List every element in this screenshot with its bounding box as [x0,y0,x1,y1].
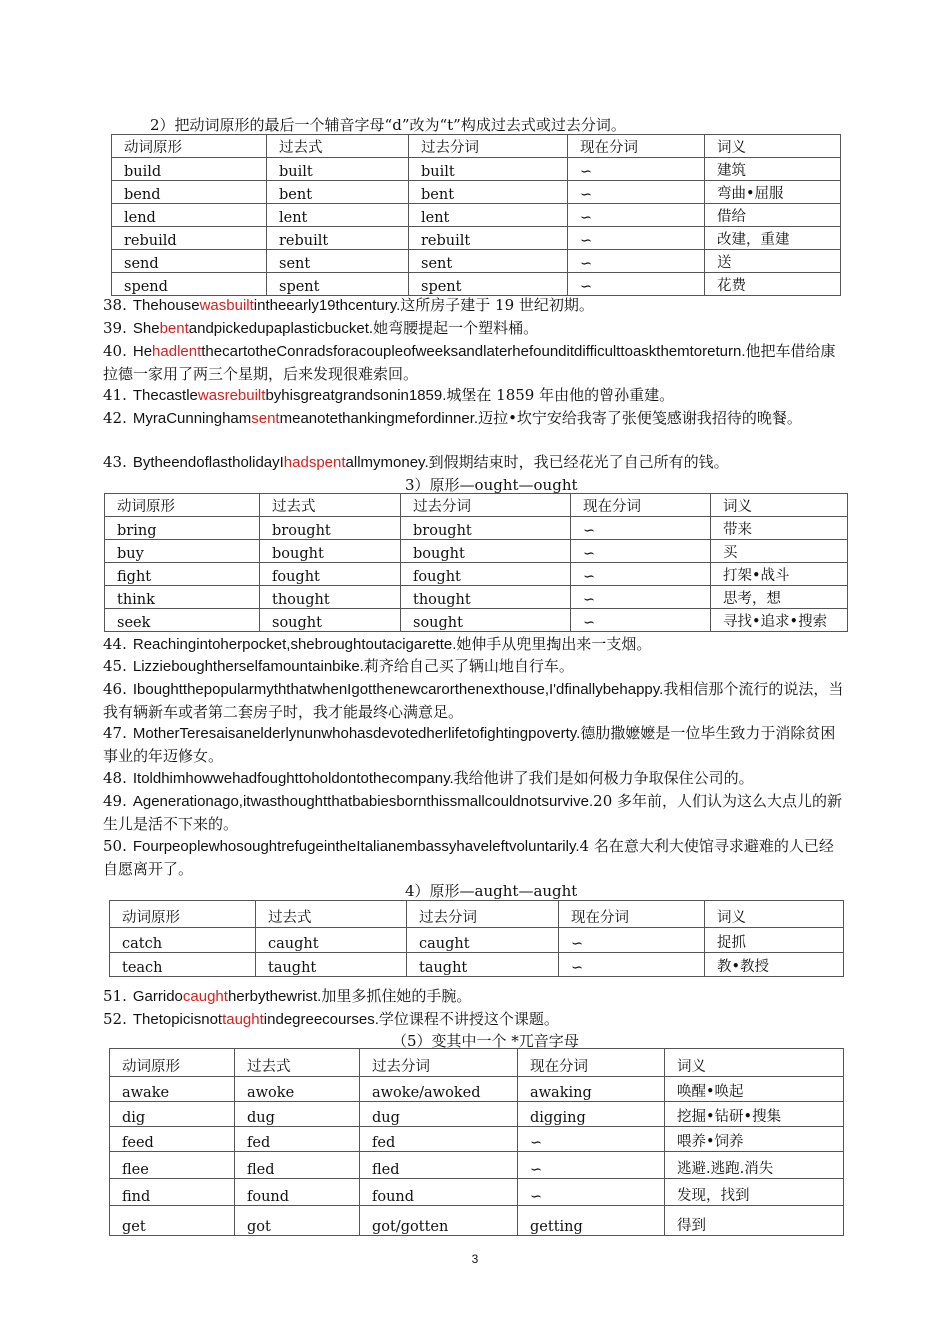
table-cell: get [110,1206,235,1236]
sentence-num: 47. [103,724,127,742]
table-row [112,204,841,227]
table-cell: caught [407,928,559,953]
sentence-cn: 学位课程不讲授这个课题。 [378,1010,559,1028]
sentence-cn: 迈拉•坎宁安给我寄了张便笺感谢我招待的晚餐。 [478,409,802,427]
sentence-num: 39. [103,319,127,337]
table-cell: found [235,1179,360,1206]
sentence-num: 51. [103,987,127,1005]
table-row [110,928,844,953]
table-cell: ∽ [568,250,705,273]
sentence-num: 49. [103,792,127,810]
verb-table-aught [109,900,844,977]
example-sentence [103,678,848,723]
sentence-pre: Reachingintoherpocket,shebroughtoutacigarette. [132,636,457,653]
sentence-cn: 这所房子建于 19 世纪初期。 [400,296,594,314]
sentence-post: meanotethankingmefordinner. [279,410,479,427]
table-cell: brought [401,517,571,540]
table-cell: fled [360,1152,518,1179]
sentence-cn: 莉齐给自己买了辆山地自行车。 [363,657,574,675]
sentence-num: 38. [103,296,127,314]
sentence-hl: hadlent [152,343,202,360]
table-cell: sought [260,609,401,632]
verb-table-ought [104,493,848,632]
table-cell: rebuilt [409,227,568,250]
sentence-cn: 城堡在 1859 年由他的曾孙重建。 [446,386,675,404]
table-cell: dug [360,1102,518,1127]
sentence-pre: Agenerationago,itwasthoughtthatbabiesbornthissmallcouldnotsurvive. [132,793,594,810]
table-cell: 送 [705,250,841,273]
sentence-pre: BytheendoflastholidayI [132,454,284,471]
table-cell: buy [105,540,260,563]
table-cell: got/gotten [360,1206,518,1236]
sentence-num: 40. [103,342,127,360]
table-row [105,540,848,563]
table-cell: caught [256,928,407,953]
table-cell: rebuilt [267,227,409,250]
table-cell: 弯曲•屈服 [705,181,841,204]
example-sentence [103,407,848,430]
table-cell: lent [267,204,409,227]
sentence-cn: 他把车借给康拉德一家用了两三个星期，后来发现很难索回。 [103,342,836,383]
table-row [105,586,848,609]
sentence-pre: IboughtthepopularmyththatwhenIgotthenewcarorthenexthouse,I'dfinallybehappy. [132,681,664,698]
table-row [112,250,841,273]
table-cell: taught [407,953,559,977]
sentence-cn: 她伸手从兜里掏出来一支烟。 [456,635,652,653]
table-cell: 逃避.逃跑.消失 [665,1152,844,1179]
sentence-pre: FourpeoplewhosoughtrefugeintheItalianembassyhaveleftvoluntarily. [132,838,580,855]
table-cell: 带来 [711,517,848,540]
table-cell: 现在分词 [518,1049,665,1077]
table-cell: 动词原形 [110,901,256,928]
table-cell: ∽ [571,609,711,632]
table-cell: fight [105,563,260,586]
example-sentence [103,384,848,407]
table-cell: spend [112,273,267,296]
table-cell: 过去式 [260,494,401,517]
table-cell: bent [267,181,409,204]
table-cell: flee [110,1152,235,1179]
table-cell: seek [105,609,260,632]
sentence-num: 41. [103,386,127,404]
table-cell: ∽ [571,517,711,540]
table-cell: 唤醒•唤起 [665,1077,844,1102]
table-cell: ∽ [518,1179,665,1206]
page-number: 3 [471,1252,479,1266]
sentence-post: andpickedupaplasticbucket. [188,320,374,337]
table-cell: awaking [518,1077,665,1102]
table-cell: ∽ [559,928,705,953]
table-cell: awake [110,1077,235,1102]
verb-table-d-to-t [111,134,841,296]
sentence-post: byhisgreatgrandsonin1859. [265,387,447,404]
table-cell: 现在分词 [559,901,705,928]
table-cell: ∽ [568,181,705,204]
table-cell: 打架•战斗 [711,563,848,586]
table-cell: 得到 [665,1206,844,1236]
table-header-row [110,901,844,928]
table-cell: lent [409,204,568,227]
verb-table-vowel-change [109,1048,844,1236]
sentence-pre: MotherTeresaisanelderlynunwhohasdevotedherlifetofightingpoverty. [132,725,581,742]
section-2-heading: 2）把动词原形的最后一个辅音字母“d”改为“t”构成过去式或过去分词。 [150,116,626,134]
sentence-hl: wasbuilt [199,297,254,314]
sentence-num: 46. [103,680,127,698]
table-cell: 过去分词 [401,494,571,517]
table-cell: 捉抓 [705,928,844,953]
table-cell: ∽ [568,273,705,296]
example-sentence [103,722,848,767]
table-cell: teach [110,953,256,977]
example-sentence [103,655,848,678]
table-cell: build [112,158,267,181]
table-cell: ∽ [571,540,711,563]
example-sentence [103,294,848,317]
table-cell: 花费 [705,273,841,296]
table-row [112,181,841,204]
table-cell: 过去分词 [407,901,559,928]
sentence-num: 48. [103,769,127,787]
table-cell: ∽ [568,158,705,181]
table-cell: fed [360,1127,518,1152]
table-row [112,158,841,181]
example-sentence [103,633,848,656]
table-cell: bent [409,181,568,204]
sentence-num: 52. [103,1010,127,1028]
table-cell: send [112,250,267,273]
table-cell: awoke/awoked [360,1077,518,1102]
example-sentence [103,767,848,790]
table-cell: dig [110,1102,235,1127]
table-cell: 寻找•追求•搜索 [711,609,848,632]
sentence-pre: MyraCunningham [132,410,252,427]
example-sentence [103,317,848,340]
table-row [105,517,848,540]
table-cell: dug [235,1102,360,1127]
sentence-pre: Thecastle [132,387,198,404]
table-cell: think [105,586,260,609]
table-cell: 发现，找到 [665,1179,844,1206]
table-cell: ∽ [518,1152,665,1179]
sentence-pre: Lizzieboughtherselfamountainbike. [132,658,364,675]
sentence-pre: He [132,343,153,360]
table-cell: found [360,1179,518,1206]
table-cell: 动词原形 [110,1049,235,1077]
table-cell: built [267,158,409,181]
sentence-hl: bent [159,320,189,337]
table-cell: fought [401,563,571,586]
table-cell: digging [518,1102,665,1127]
table-cell: 词义 [665,1049,844,1077]
sentence-num: 50. [103,837,127,855]
table-cell: bought [401,540,571,563]
table-cell: 建筑 [705,158,841,181]
table-header-row [112,135,841,158]
sentence-post: intheearly19thcentury. [253,297,401,314]
table-cell: 词义 [711,494,848,517]
table-cell: 现在分词 [568,135,705,158]
sentence-cn: 4 名在意大利大使馆寻求避难的人已经自愿离开了。 [103,837,834,878]
table-row [105,563,848,586]
table-cell: feed [110,1127,235,1152]
table-cell: sent [267,250,409,273]
table-cell: 过去分词 [409,135,568,158]
table-row [110,1152,844,1179]
sentence-pre: Itoldhimhowwehadfoughttoholdontothecompany. [132,770,454,787]
table-cell: 过去式 [256,901,407,928]
sentence-post: indegreecourses. [263,1011,379,1028]
table-cell: 挖掘•钻研•搜集 [665,1102,844,1127]
table-cell: lend [112,204,267,227]
table-cell: sent [409,250,568,273]
table-cell: taught [256,953,407,977]
sentence-cn: 我相信那个流行的说法，当我有辆新车或者第二套房子时，我才能最终心满意足。 [103,680,844,721]
section-3-heading: 3）原形—ought—ought [405,476,578,494]
sentence-post: herbythewrist. [227,988,322,1005]
table-row [112,273,841,296]
table-cell: spent [267,273,409,296]
table-cell: got [235,1206,360,1236]
table-cell: 买 [711,540,848,563]
table-cell: rebuild [112,227,267,250]
table-row [105,609,848,632]
sentence-post: allmymoney. [345,454,429,471]
sentence-pre: Garrido [132,988,183,1005]
table-row [110,1077,844,1102]
table-cell: 现在分词 [571,494,711,517]
example-sentence [103,985,848,1008]
sentence-num: 44. [103,635,127,653]
table-cell: thought [401,586,571,609]
table-header-row [110,1049,844,1077]
sentence-num: 43. [103,453,127,471]
sentence-hl: wasrebuilt [197,387,266,404]
sentence-cn: 我给他讲了我们是如何极力争取保住公司的。 [453,769,754,787]
table-cell: ∽ [571,563,711,586]
table-cell: 思考，想 [711,586,848,609]
sentence-cn: 她弯腰提起一个塑料桶。 [373,319,539,337]
table-row [110,1102,844,1127]
table-cell: sought [401,609,571,632]
table-row [110,1127,844,1152]
table-cell: catch [110,928,256,953]
table-cell: awoke [235,1077,360,1102]
example-sentence [103,1008,848,1031]
table-cell: ∽ [571,586,711,609]
table-cell: fed [235,1127,360,1152]
table-cell: 过去式 [267,135,409,158]
sentence-hl: taught [222,1011,264,1028]
table-row [112,227,841,250]
example-sentence [103,790,848,835]
example-sentence [103,451,848,474]
table-cell: ∽ [568,227,705,250]
table-cell: 动词原形 [112,135,267,158]
table-cell: find [110,1179,235,1206]
section-5-heading: （5）变其中一个 *兀音字母 [392,1032,579,1050]
table-cell: 借给 [705,204,841,227]
table-cell: 改建，重建 [705,227,841,250]
table-cell: fled [235,1152,360,1179]
table-cell: brought [260,517,401,540]
table-cell: built [409,158,568,181]
table-cell: bring [105,517,260,540]
table-cell: bend [112,181,267,204]
table-cell: getting [518,1206,665,1236]
table-row [110,1206,844,1236]
table-header-row [105,494,848,517]
sentence-hl: hadspent [283,454,346,471]
section-4-heading: 4）原形—aught—aught [405,882,578,900]
table-cell: 词义 [705,901,844,928]
sentence-pre: Thehouse [132,297,200,314]
table-cell: 动词原形 [105,494,260,517]
table-row [110,953,844,977]
table-row [110,1179,844,1206]
table-cell: ∽ [559,953,705,977]
sentence-num: 45. [103,657,127,675]
table-cell: fought [260,563,401,586]
sentence-hl: sent [251,410,280,427]
sentence-hl: caught [182,988,228,1005]
table-cell: 过去式 [235,1049,360,1077]
table-cell: spent [409,273,568,296]
table-cell: 词义 [705,135,841,158]
table-cell: bought [260,540,401,563]
table-cell: ∽ [518,1127,665,1152]
sentence-pre: She [132,320,160,337]
sentence-pre: Thetopicisnot [132,1011,223,1028]
table-cell: 教•教授 [705,953,844,977]
sentence-cn: 20 多年前，人们认为这么大点儿的新生儿是活不下来的。 [103,792,843,833]
table-cell: 喂养•饲养 [665,1127,844,1152]
example-sentence [103,340,848,385]
sentence-cn: 加里多抓住她的手腕。 [321,987,472,1005]
example-sentence [103,835,848,880]
sentence-cn: 德肋撒嬷嬷是一位毕生致力于消除贫困事业的年迈修女。 [103,724,836,765]
table-cell: thought [260,586,401,609]
sentence-cn: 到假期结束时，我已经花光了自己所有的钱。 [428,453,729,471]
sentence-num: 42. [103,409,127,427]
table-cell: ∽ [568,204,705,227]
table-cell: 过去分词 [360,1049,518,1077]
sentence-post: thecartotheConradsforacoupleofweeksandlaterhefounditdifficulttoaskthemtoreturn. [201,343,746,360]
